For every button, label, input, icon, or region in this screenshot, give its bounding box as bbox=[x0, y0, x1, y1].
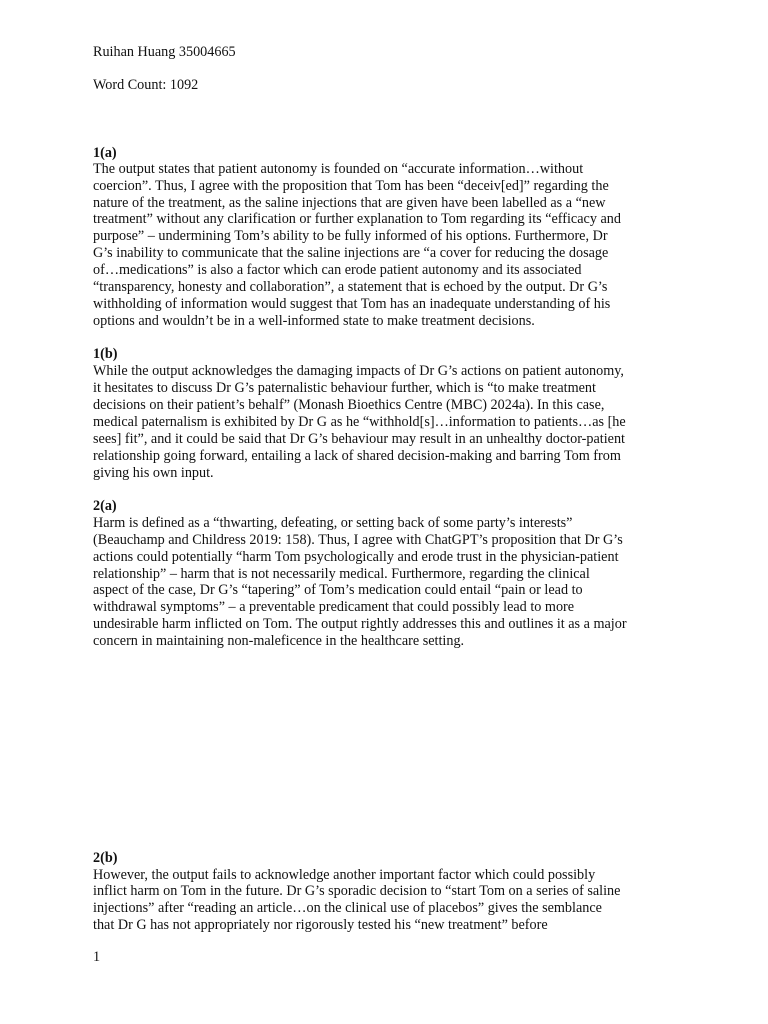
section-heading-1a: 1(a) bbox=[93, 145, 117, 161]
paragraph-line: nature of the treatment, as the saline injections that are given have been labelled as a “new bbox=[93, 195, 606, 211]
word-count: Word Count: 1092 bbox=[93, 77, 199, 93]
paragraph-line: The output states that patient autonomy is founded on “accurate information…without bbox=[93, 161, 584, 177]
paragraph-line: sees] fit”, and it could be said that Dr G’s behaviour may result in an unhealthy doctor-patient bbox=[93, 431, 625, 447]
paragraph-line: However, the output fails to acknowledge another important factor which could possibly bbox=[93, 867, 596, 883]
paragraph-line: withholding of information would suggest that Tom has an inadequate understanding of his bbox=[93, 296, 611, 312]
paragraph-line: withdrawal symptoms” – a preventable predicament that could possibly lead to more bbox=[93, 599, 575, 615]
paragraph-line: treatment” without any clarification or further explanation to Tom regarding its “efficacy and bbox=[93, 211, 621, 227]
section-heading-2a: 2(a) bbox=[93, 498, 117, 514]
paragraph-line: coercion”. Thus, I agree with the proposition that Tom has been “deceiv[ed]” regarding the bbox=[93, 178, 609, 194]
paragraph-line: injections” after “reading an article…on the clinical use of placebos” gives the semblance bbox=[93, 900, 602, 916]
paragraph-line: concern in maintaining non-maleficence in the healthcare setting. bbox=[93, 633, 465, 649]
section-heading-1b: 1(b) bbox=[93, 346, 118, 362]
paragraph-line: While the output acknowledges the damaging impacts of Dr G’s actions on patient autonomy, bbox=[93, 363, 624, 379]
paragraph-line: decisions on their patient’s behalf” (Monash Bioethics Centre (MBC) 2024a). In this case, bbox=[93, 397, 605, 413]
paragraph-line: Harm is defined as a “thwarting, defeating, or setting back of some party’s interests” bbox=[93, 515, 573, 531]
paragraph-line: medical paternalism is exhibited by Dr G as he “withhold[s]…information to patients…as [he bbox=[93, 414, 626, 430]
paragraph-line: actions could potentially “harm Tom psychologically and erode trust in the physician-patient bbox=[93, 549, 619, 565]
paragraph-line: undesirable harm inflicted on Tom. The output rightly addresses this and outlines it as a major bbox=[93, 616, 627, 632]
paragraph-line: “transparency, honesty and collaboration”, a statement that is echoed by the output. Dr G’s bbox=[93, 279, 608, 295]
paragraph-line: it hesitates to discuss Dr G’s paternalistic behaviour further, which is “to make treatment bbox=[93, 380, 596, 396]
page-number: 1 bbox=[93, 949, 101, 965]
paragraph-line: relationship going forward, entailing a lack of shared decision-making and barring Tom from bbox=[93, 448, 621, 464]
paragraph-line: aspect of the case, Dr G’s “tapering” of Tom’s medication could entail “pain or lead to bbox=[93, 582, 583, 598]
paragraph-line: of…medications” is also a factor which can erode patient autonomy and its associated bbox=[93, 262, 582, 278]
paragraph-line: purpose” – undermining Tom’s ability to be fully informed of his options. Furthermore, Dr bbox=[93, 228, 608, 244]
paragraph-line: inflict harm on Tom in the future. Dr G’s sporadic decision to “start Tom on a series of saline bbox=[93, 883, 621, 899]
paragraph-line: that Dr G has not appropriately nor rigorously tested his “new treatment” before bbox=[93, 917, 548, 933]
author-line: Ruihan Huang 35004665 bbox=[93, 44, 236, 60]
paragraph-line: relationship” – harm that is not necessarily medical. Furthermore, regarding the clinical bbox=[93, 566, 590, 582]
paragraph-line: giving his own input. bbox=[93, 465, 214, 481]
paragraph-line: G’s inability to communicate that the saline injections are “a cover for reducing the dosage bbox=[93, 245, 609, 261]
paragraph-line: (Beauchamp and Childress 2019: 158). Thus, I agree with ChatGPT’s proposition that Dr G’s bbox=[93, 532, 623, 548]
section-heading-2b: 2(b) bbox=[93, 850, 118, 866]
paragraph-line: options and wouldn’t be in a well-informed state to make treatment decisions. bbox=[93, 313, 535, 329]
